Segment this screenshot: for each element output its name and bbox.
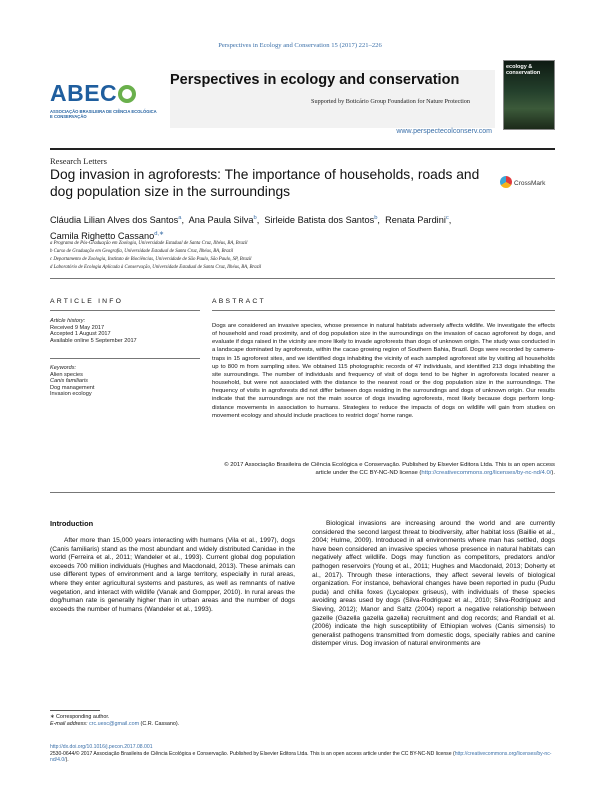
- affiliation: c Departamento de Zoologia, Instituto de Biociências, Universidade de São Paulo, São Paulo, SP, Brazil: [50, 257, 252, 262]
- article-history: [50, 318, 200, 344]
- journal-title: Perspectives in ecology and conservation: [170, 72, 460, 88]
- copyright-end: ).: [551, 470, 555, 477]
- author-name: Sirleide Batista dos Santos: [264, 215, 375, 226]
- keyword: Dog management: [50, 384, 95, 391]
- bottom-matter: [50, 744, 555, 764]
- journal-url-link[interactable]: www.perspectecolconserv.com: [396, 128, 492, 135]
- corresponding-author: ∗ Corresponding author.: [50, 714, 110, 720]
- author-affil-link[interactable]: c: [445, 215, 449, 221]
- journal-reference: Perspectives in Ecology and Conservation 15 (2017) 221–226: [218, 42, 382, 49]
- divider: [50, 310, 200, 311]
- intro-paragraph-left: After more than 15,000 years interacting with humans (Vila et al., 1997), dogs (Canis familiaris) stand as the most abundant and widely distributed Canidae in the world (Ferreira et al., 2011; Wandeler et al., 1993). Current global dog population exceeds 700 million individuals (Hughes and Macdonald, 2013). These animals can use different types of environment and a large territory, especially in rural areas, where they enter agricultural systems and pastures, as well as remnants of native vegetation, and interact with wildlife (Vanak and Gompper, 2010). In rural areas the dog/human rate is generally higher than in urban areas and the number of dogs exceeds the number of humans (Wandeler et al., 1993).: [50, 537, 295, 613]
- article-info-heading: ARTICLE INFO: [50, 298, 124, 305]
- keywords: [50, 365, 200, 398]
- logo-text: ABEC: [50, 80, 118, 106]
- email-label: E-mail address:: [50, 721, 89, 727]
- section-label: Research Letters: [50, 156, 107, 166]
- copyright-text: © 2017 Associação Brasileira de Ciência Ecológica e Conservação. Published by Elsevier Editora Ltda. This is an open access article under the CC BY-NC-ND license (: [224, 462, 555, 477]
- email-owner: (C.R. Cassano).: [139, 721, 180, 727]
- history-online: Available online 5 September 2017: [50, 337, 137, 344]
- article-title: Dog invasion in agroforests: The importance of households, roads and dog population size in the surroundings: [50, 167, 480, 199]
- affiliation: d Laboratório de Ecologia Aplicada à Conservação, Universidade Estadual de Santa Cruz, Ilhéus, BA, Brazil: [50, 265, 262, 270]
- keyword: Invasion ecology: [50, 391, 92, 397]
- logo-circle-icon: [118, 85, 136, 103]
- history-label: Article history:: [50, 318, 86, 324]
- author-affil-link[interactable]: a: [178, 215, 182, 221]
- abstract-copyright: [212, 461, 555, 477]
- footnote: [50, 714, 295, 728]
- author-name: Cláudia Lilian Alves dos Santos: [50, 215, 179, 226]
- issn-line: 2530-0644/© 2017 Associação Brasileira de Ciência Ecológica e Conservação. Published by Elsevier Editora Ltda. This is an open access article under the CC BY-NC-ND license (: [50, 750, 455, 757]
- author-affil-link[interactable]: b: [374, 215, 378, 221]
- keyword: Canis familiaris: [50, 378, 88, 384]
- issn-end: ).: [65, 757, 69, 764]
- license-link[interactable]: http://creativecommons.org/licenses/by-nc-nd/4.0/: [421, 470, 552, 477]
- divider: [212, 310, 555, 311]
- header-rule: [50, 148, 555, 150]
- affiliation: b Curso de Graduação em Geografia, Universidade Estadual de Santa Cruz, Ilhéus, BA, Brazil: [50, 249, 234, 254]
- divider: [50, 278, 555, 279]
- keyword: Alien species: [50, 371, 83, 378]
- supported-by: Supported by Boticário Group Foundation for Nature Protection: [311, 98, 470, 105]
- author-name: Camila Righetto Cassano: [50, 230, 155, 241]
- crossmark-button[interactable]: [500, 172, 556, 192]
- introduction-heading: Introduction: [50, 519, 94, 528]
- divider: [50, 358, 200, 359]
- history-accepted: Accepted 1 August 2017: [50, 331, 111, 337]
- author-list: Cláudia Lilian Alves dos Santos$^a$, Ana Paula Silva$^b$, Sirleide Batista dos Santos$^b$, Renata Pardini$^c$, Camila Righetto Cassano$^{d,∗}$: [50, 215, 452, 241]
- author-affil-link[interactable]: b: [253, 215, 257, 221]
- keywords-label: Keywords:: [50, 365, 77, 371]
- author-affil-link[interactable]: d,∗: [154, 230, 164, 237]
- crossmark-icon: [500, 176, 512, 188]
- footnote-rule: [50, 710, 100, 711]
- crossmark-label: CrossMark: [514, 180, 546, 187]
- history-received: Received 9 May 2017: [50, 324, 105, 331]
- intro-paragraph-right: Biological invasions are increasing around the world and are currently considered the second largest threat to biodiversity, after habitat loss (Baillie et al., 2004; Hulme, 2009). Introduced in all environments where man has settled, dogs have been considered an invasive species whose presence in natural habitats can negatively affect wildlife. Dogs may function as competitors, predators and/or pathogen reservoirs (Young et al., 2011; Hughes and Macdonald, 2013; Doherty et al., 2017). Through these interactions, they affect several levels of biological organization. For instance, behavioral changes have been reported in pudu (Pudu puda) and chilla foxes (Lycalopex griseus), with individuals of these species avoiding areas used by dogs (Silva-Rodriguez et al., 2010; Silva-Rodríguez and Sieving, 2012); Manor and Saltz (2004) report a negative relationship between gazelle (Gazella gazella gazella) recruitment and dog records; and Randall et al. (2006) indicate the high susceptibility of Ethiopian wolves (Canis simensis) to generalist pathogens transmitted from domestic dogs, specially rabies and canine distemper virus. Dog invasion of natural environments are: [312, 520, 555, 648]
- affiliation: a Programa de Pós-Graduação em Zoologia, Universidade Estadual de Santa Cruz, Ilhéus, BA, Brazil: [50, 241, 248, 246]
- abstract-text: Dogs are considered an invasive species, whose presence in natural habitats adversely affects wildlife. We investigate the effects of household and road proximity, and of dog population size in the surroundings on the invasion of cacao agroforest by dogs, and evaluate if dogs raised in the vicinity are more likely to invade agroforests than dogs of unknown origin. The study was conducted in a landscape dominated by agroforests, within the cacao growing region of Southern Bahia, Brazil. Dogs were recorded by camera-traps in 15 agroforest sites, and we identified dogs inhabiting the vicinity of each sampled agroforest site by visiting all households up to 800 m from sampling sites. We obtained 115 photographic records of 47 individuals, and identified 213 dogs inhabiting the site surroundings. The number of individuals and frequency of visit of dogs tend to be higher in agroforests located nearer a household, but were not associated with the distance to the nearest road or the dog population size in the surroundings. The frequency of visits in agroforests did not differ between dogs residing in the surroundings and dogs of unknown origin. Our results indicate that the surroundings are not the main source of dogs invading agroforests, most likely because dogs perform long-distance movements in association to humans. Strategies to reduce the impacts of dogs on wildlife will gain from studies on movement ecology and should include practices to restrict dogs' home range.: [212, 323, 555, 419]
- abec-logo: [50, 80, 160, 130]
- bottom-license-link[interactable]: http://creativecommons.org/licenses/by-nc-nd/4.0/: [50, 750, 552, 764]
- author-name: Renata Pardini: [385, 215, 446, 226]
- divider: [50, 492, 555, 493]
- email-link[interactable]: crc.uesc@gmail.com: [88, 721, 140, 727]
- abstract-heading: ABSTRACT: [212, 298, 266, 305]
- logo-subtitle: ASSOCIAÇÃO BRASILEIRA DE CIÊNCIA ECOLÓGICA E CONSERVAÇÃO: [50, 109, 157, 119]
- doi-link[interactable]: http://dx.doi.org/10.1016/j.pecon.2017.08.001: [50, 744, 153, 750]
- author-name: Ana Paula Silva: [188, 215, 254, 226]
- cover-title: ecology & conservation: [506, 64, 541, 76]
